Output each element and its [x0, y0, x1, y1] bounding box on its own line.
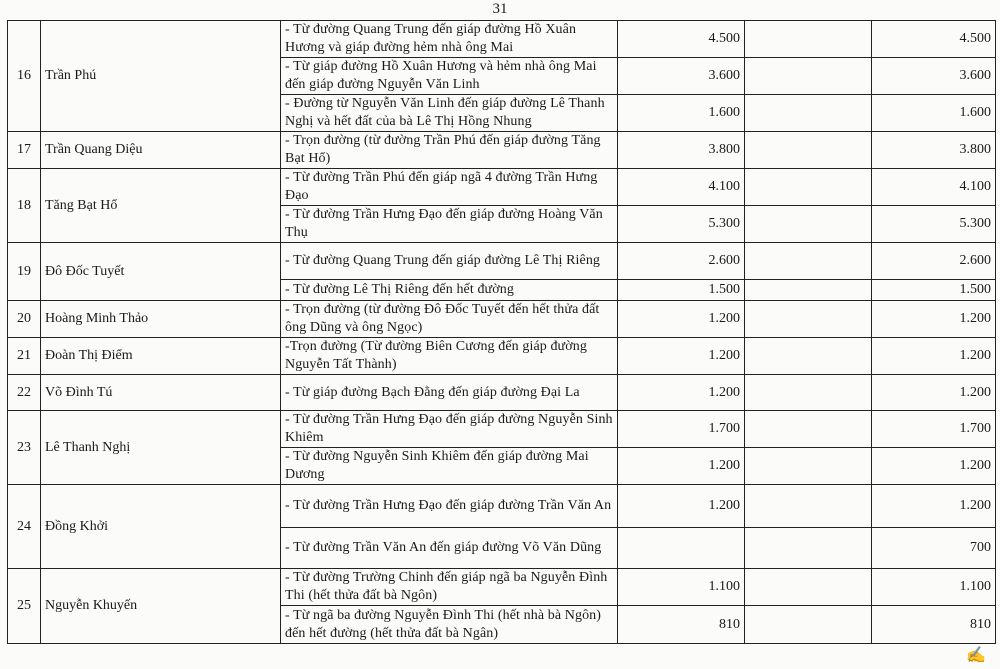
- table-row: [8, 301, 996, 338]
- empty-cell: [745, 280, 872, 301]
- price-cell-b: 810: [872, 606, 996, 644]
- table-row: [8, 169, 996, 206]
- price-cell-b: 1.200: [872, 375, 996, 411]
- price-cell-b: 3.600: [872, 58, 996, 95]
- row-number-cell: 17: [8, 132, 41, 169]
- row-number-cell: 19: [8, 243, 41, 301]
- segment-description-cell: - Trọn đường (từ đường Đô Đốc Tuyết đến hết thửa đất ông Dũng và ông Ngọc): [281, 301, 618, 338]
- price-cell-b: 1.700: [872, 411, 996, 448]
- price-cell-b: 1.600: [872, 95, 996, 132]
- row-number-cell: 21: [8, 338, 41, 375]
- empty-cell: [745, 132, 872, 169]
- segment-description-cell: - Đường từ Nguyễn Văn Linh đến giáp đường Lê Thanh Nghị và hết đất của bà Lê Thị Hồng Nhung: [281, 95, 618, 132]
- empty-cell: [745, 301, 872, 338]
- row-number-cell: 16: [8, 21, 41, 132]
- price-cell-b: 3.800: [872, 132, 996, 169]
- price-cell-a: 1.500: [618, 280, 745, 301]
- empty-cell: [745, 485, 872, 528]
- segment-description-cell: - Từ đường Quang Trung đến giáp đường Hồ Xuân Hương và giáp đường hẻm nhà ông Mai: [281, 21, 618, 58]
- empty-cell: [745, 95, 872, 132]
- segment-description-cell: - Từ ngã ba đường Nguyễn Đình Thi (hết nhà bà Ngôn) đến hết đường (hết thửa đất bà Ngân): [281, 606, 618, 644]
- street-name-cell: Đồng Khởi: [41, 485, 281, 569]
- price-cell-b: 1.200: [872, 448, 996, 485]
- empty-cell: [745, 243, 872, 280]
- row-number-cell: 24: [8, 485, 41, 569]
- table-row: [8, 485, 996, 528]
- street-name-cell: Hoàng Minh Thảo: [41, 301, 281, 338]
- street-name-cell: Trần Quang Diệu: [41, 132, 281, 169]
- segment-description-cell: - Từ giáp đường Bạch Đằng đến giáp đường Đại La: [281, 375, 618, 411]
- price-cell-a: 1.700: [618, 411, 745, 448]
- row-number-cell: 20: [8, 301, 41, 338]
- segment-description-cell: - Trọn đường (từ đường Trần Phú đến giáp đường Tăng Bạt Hổ): [281, 132, 618, 169]
- segment-description-cell: - Từ đường Nguyễn Sinh Khiêm đến giáp đường Mai Dương: [281, 448, 618, 485]
- empty-cell: [745, 375, 872, 411]
- table-row: [8, 243, 996, 280]
- table-row: [8, 132, 996, 169]
- street-name-cell: Đoàn Thị Điểm: [41, 338, 281, 375]
- price-cell-a: 1.600: [618, 95, 745, 132]
- segment-description-cell: - Từ đường Trần Phú đến giáp ngã 4 đường Trần Hưng Đạo: [281, 169, 618, 206]
- price-cell-b: 5.300: [872, 206, 996, 243]
- row-number-cell: 22: [8, 375, 41, 411]
- segment-description-cell: - Từ đường Trần Văn An đến giáp đường Võ Văn Dũng: [281, 528, 618, 569]
- segment-description-cell: - Từ đường Quang Trung đến giáp đường Lê Thị Riêng: [281, 243, 618, 280]
- table-row: [8, 338, 996, 375]
- empty-cell: [745, 58, 872, 95]
- price-cell-b: 2.600: [872, 243, 996, 280]
- table-row: [8, 411, 996, 448]
- page-number: 31: [492, 1, 508, 17]
- row-number-cell: 18: [8, 169, 41, 243]
- price-cell-a: 4.500: [618, 21, 745, 58]
- price-cell-a: 1.200: [618, 448, 745, 485]
- segment-description-cell: - Từ giáp đường Hồ Xuân Hương và hẻm nhà ông Mai đến giáp đường Nguyễn Văn Linh: [281, 58, 618, 95]
- price-cell-a: 4.100: [618, 169, 745, 206]
- price-cell-b: 1.500: [872, 280, 996, 301]
- price-cell-b: 1.200: [872, 485, 996, 528]
- empty-cell: [745, 528, 872, 569]
- empty-cell: [745, 169, 872, 206]
- price-cell-b: 1.100: [872, 569, 996, 606]
- price-cell-a: 1.200: [618, 301, 745, 338]
- segment-description-cell: - Từ đường Trần Hưng Đạo đến giáp đường Hoàng Văn Thụ: [281, 206, 618, 243]
- price-cell-b: 4.500: [872, 21, 996, 58]
- empty-cell: [745, 606, 872, 644]
- empty-cell: [745, 448, 872, 485]
- street-name-cell: Võ Đình Tú: [41, 375, 281, 411]
- street-name-cell: Đô Đốc Tuyết: [41, 243, 281, 301]
- street-name-cell: Tăng Bạt Hổ: [41, 169, 281, 243]
- price-cell-a: 1.200: [618, 338, 745, 375]
- row-number-cell: 23: [8, 411, 41, 485]
- price-cell-b: 4.100: [872, 169, 996, 206]
- segment-description-cell: - Từ đường Lê Thị Riêng đến hết đường: [281, 280, 618, 301]
- price-cell-a: 1.200: [618, 485, 745, 528]
- land-price-table: [7, 20, 996, 644]
- initial-mark-icon: ✍: [966, 647, 986, 664]
- segment-description-cell: - Từ đường Trần Hưng Đạo đến giáp đường Nguyễn Sinh Khiêm: [281, 411, 618, 448]
- table-row: [8, 569, 996, 606]
- price-cell-b: 700: [872, 528, 996, 569]
- empty-cell: [745, 338, 872, 375]
- table-row: [8, 375, 996, 411]
- empty-cell: [745, 411, 872, 448]
- empty-cell: [745, 569, 872, 606]
- price-cell-a: 1.200: [618, 375, 745, 411]
- street-name-cell: Trần Phú: [41, 21, 281, 132]
- segment-description-cell: - Từ đường Trần Hưng Đạo đến giáp đường Trần Văn An: [281, 485, 618, 528]
- street-name-cell: Nguyễn Khuyến: [41, 569, 281, 644]
- price-cell-a: 3.800: [618, 132, 745, 169]
- empty-cell: [745, 206, 872, 243]
- price-cell-b: 1.200: [872, 338, 996, 375]
- price-cell-b: 1.200: [872, 301, 996, 338]
- segment-description-cell: - Từ đường Trường Chinh đến giáp ngã ba Nguyễn Đình Thi (hết thửa đất bà Ngôn): [281, 569, 618, 606]
- segment-description-cell: -Trọn đường (Từ đường Biên Cương đến giáp đường Nguyễn Tất Thành): [281, 338, 618, 375]
- price-cell-a: 1.100: [618, 569, 745, 606]
- price-cell-a: 810: [618, 606, 745, 644]
- price-cell-a: 2.600: [618, 243, 745, 280]
- table-row: [8, 21, 996, 58]
- empty-cell: [745, 21, 872, 58]
- street-name-cell: Lê Thanh Nghị: [41, 411, 281, 485]
- price-cell-a: 5.300: [618, 206, 745, 243]
- row-number-cell: 25: [8, 569, 41, 644]
- price-cell-a: 3.600: [618, 58, 745, 95]
- price-cell-a: [618, 528, 745, 569]
